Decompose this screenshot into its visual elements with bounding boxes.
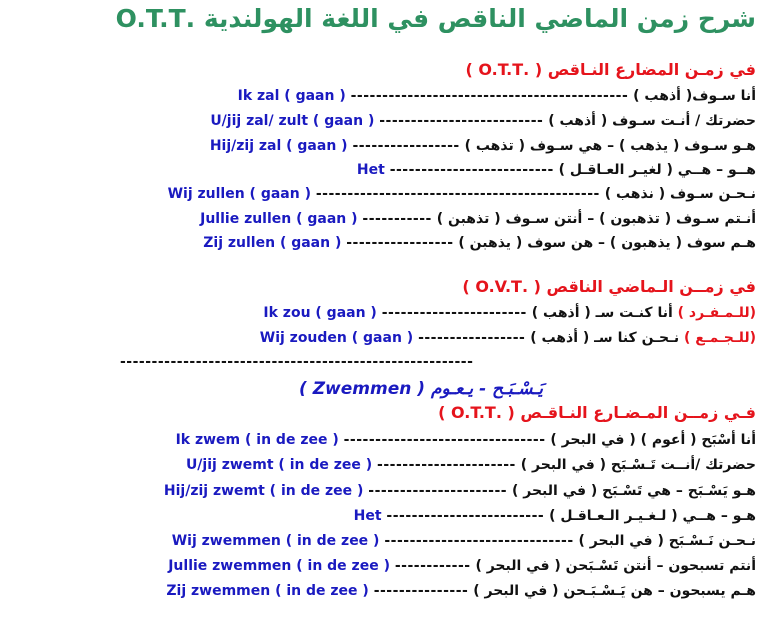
- list-item: [166, 581, 756, 601]
- arabic-text: نـحـن نَـسْـبَح ( في البحر ): [578, 533, 756, 549]
- dutch-text: Ik zou ( gaan ): [263, 305, 377, 321]
- arabic-text: هـو سـوف ( يذهب ) – هي سـوف ( تذهب ): [464, 138, 756, 154]
- divider: --------------------------------------------------------: [120, 354, 474, 370]
- arabic-text: هـم سوف ( يذهبون ) – هن سوف ( يذهبن ): [458, 235, 756, 251]
- dutch-text: Wij zouden ( gaan ): [259, 330, 414, 346]
- dash-leader: --------------------------: [389, 162, 554, 178]
- dash-leader: ----------------------: [368, 483, 508, 499]
- dutch-text: U/jij zwemt ( in de zee ): [185, 457, 373, 473]
- section-header-ott: في زمـن المضارع النـاقص ( .O.T.T ): [465, 60, 756, 79]
- dash-leader: --------------------------: [379, 113, 544, 129]
- dutch-text: Zij zullen ( gaan ): [203, 235, 342, 251]
- section-header-ott-zwemmen: فـي زمــن المـضـارع النـاقـص ( .O.T.T ): [438, 403, 756, 422]
- dutch-text: Ik zal ( gaan ): [237, 88, 346, 104]
- arabic-text: هــو – هــي ( لغيـر العـاقـل ): [558, 162, 756, 178]
- dash-leader: -------------------------: [386, 508, 545, 524]
- dash-leader: -----------------: [418, 330, 526, 346]
- page-title: شرح زمن الماضي الناقص في اللغة الهولندية .O.T.T: [115, 4, 756, 33]
- dash-leader: -----------------: [352, 138, 460, 154]
- list-item: [168, 184, 756, 204]
- dash-leader: -----------------: [346, 235, 454, 251]
- arabic-text: حضرتك /أنــت تَـسْـبَح ( في البحر ): [520, 457, 756, 473]
- plural-tag: (للـجـمـع ): [683, 330, 756, 346]
- arabic-text: أنا سـوف( أذهب ): [633, 88, 756, 104]
- dutch-text: Het: [356, 162, 385, 178]
- list-item: [210, 136, 756, 156]
- dutch-text: Wij zullen ( gaan ): [167, 186, 311, 202]
- dutch-text: Jullie zwemmen ( in de zee ): [168, 558, 390, 574]
- list-item: [263, 303, 756, 323]
- dash-leader: --------------------------------: [343, 432, 546, 448]
- dutch-text: U/jij zal/ zult ( gaan ): [210, 113, 375, 129]
- dutch-text: Hij/zij zwemt ( in de zee ): [163, 483, 364, 499]
- list-item: [168, 556, 756, 576]
- arabic-text: أنتم تسبحون – أنتن تَسْـبَحن ( في البحر ): [475, 558, 756, 574]
- arabic-text: أنـتم سـوف ( تذهبون ) – أنتن سـوف ( تذهبن ): [436, 211, 756, 227]
- dutch-text: Zij zwemmen ( in de zee ): [166, 583, 369, 599]
- singular-tag: (للـمـفـرد ): [677, 305, 756, 321]
- dash-leader: ----------------------: [377, 457, 516, 473]
- list-item: [200, 209, 756, 229]
- dutch-text: Hij/zij zal ( gaan ): [209, 138, 348, 154]
- arabic-text: هـو – هــي ( لـغـيـر الـعـاقـل ): [549, 508, 756, 524]
- arabic-text: نـحـن سـوف ( نذهب ): [604, 186, 756, 202]
- arabic-text: حضرتك / أنـت سـوف ( أذهب ): [548, 113, 756, 129]
- list-item: [210, 111, 756, 131]
- dutch-text: Ik zwem ( in de zee ): [175, 432, 339, 448]
- arabic-text: أنا أسْبَح ( أعوم ) ( في البحر ): [550, 432, 756, 448]
- list-item: [238, 86, 756, 106]
- dash-leader: ---------------: [373, 583, 469, 599]
- dash-leader: -----------------------: [381, 305, 527, 321]
- list-item: [260, 328, 756, 348]
- arabic-text: هـو يَسْـبَح – هي تَسْـبَح ( في البحر ): [511, 483, 756, 499]
- list-item: [203, 233, 756, 253]
- arabic-text: أنا كنـت سـ ( أذهب ): [531, 305, 673, 321]
- dash-leader: ---------------------------------------------: [315, 186, 600, 202]
- arabic-text: نـحـن كنا سـ ( أذهب ): [530, 330, 680, 346]
- verb-title: يَـسْـبَـح - يـعـوم ( Zwemmen ): [299, 379, 543, 399]
- list-item: [176, 430, 756, 450]
- arabic-text: هـم يسبحون – هن يَـسْـبَـحن ( في البحر ): [473, 583, 756, 599]
- list-item: [164, 481, 756, 501]
- dash-leader: --------------------------------------------: [350, 88, 629, 104]
- section-header-ovt: في زمــن الـماضي الناقص ( .O.V.T ): [462, 277, 756, 296]
- list-item: [354, 506, 756, 526]
- dutch-text: Jullie zullen ( gaan ): [200, 211, 358, 227]
- dutch-text: Het: [353, 508, 382, 524]
- list-item: [357, 160, 756, 180]
- dash-leader: ------------: [394, 558, 471, 574]
- list-item: [172, 531, 756, 551]
- dash-leader: -----------: [362, 211, 432, 227]
- list-item: [186, 455, 756, 475]
- dash-leader: ------------------------------: [384, 533, 574, 549]
- dutch-text: Wij zwemmen ( in de zee ): [171, 533, 380, 549]
